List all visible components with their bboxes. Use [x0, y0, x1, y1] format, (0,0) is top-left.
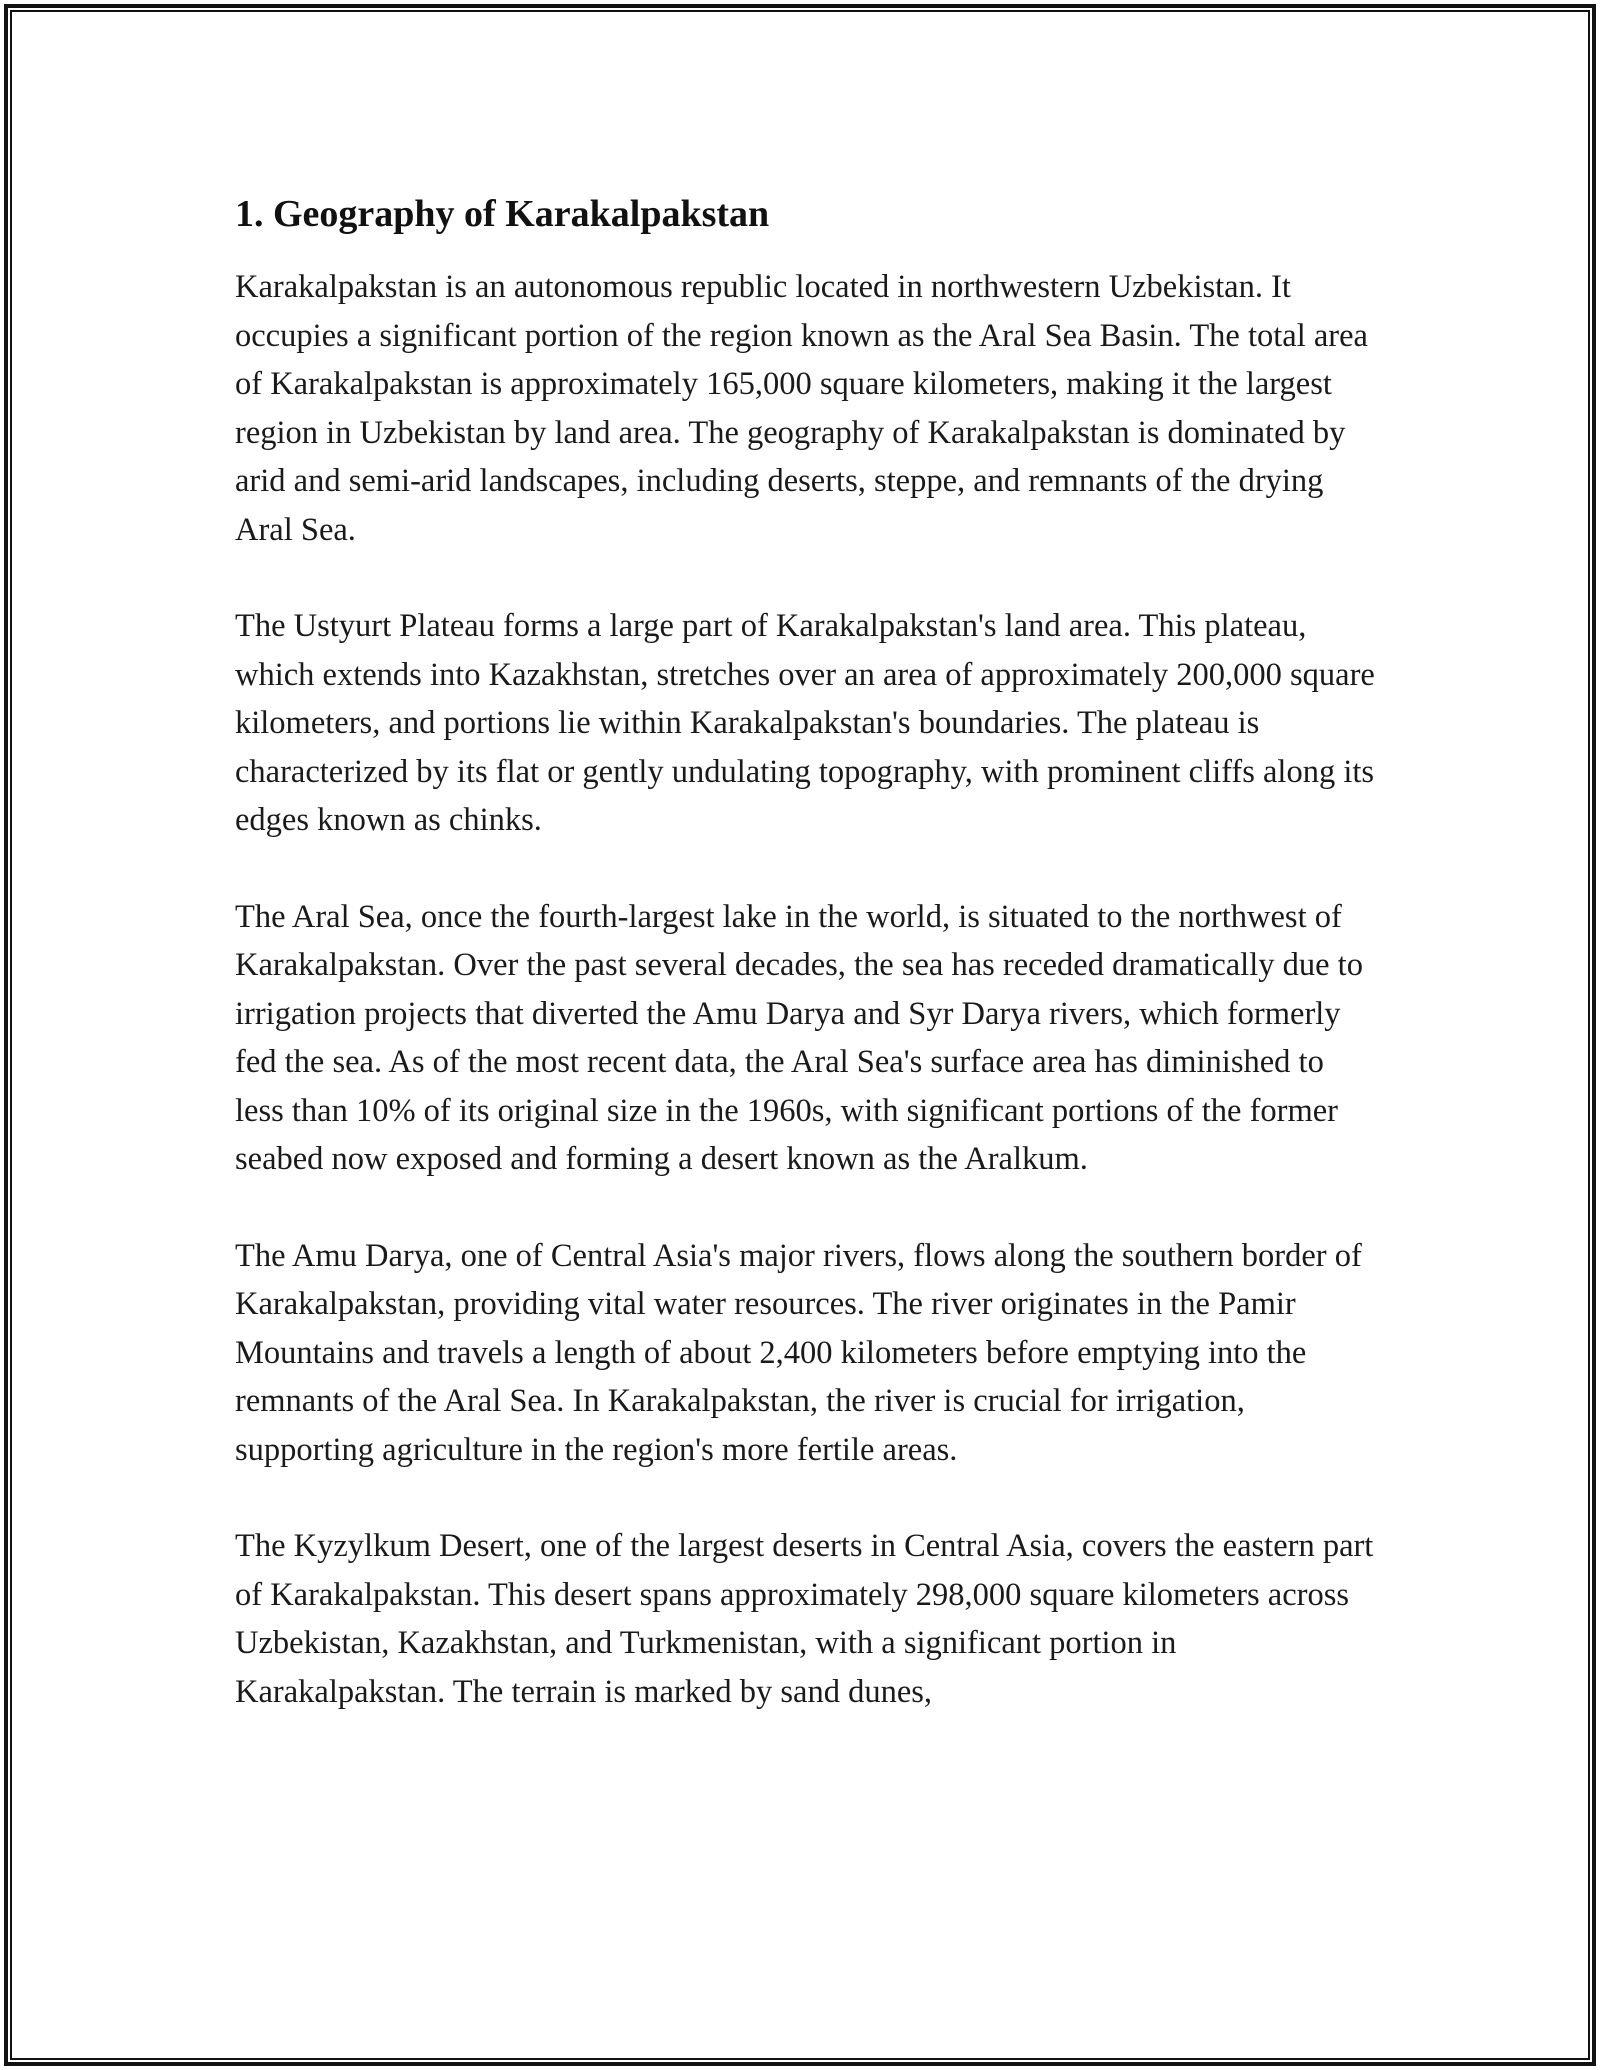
- paragraph-kyzylkum-desert: The Kyzylkum Desert, one of the largest deserts in Central Asia, covers the eastern part of Karakalpakstan. This desert spans approximately 298,000 square kilometers across Uzbekistan, Kazakhstan, and Turkmenistan, with a significant portion in Karakalpakstan. The terrain is marked by sand dunes,: [235, 1528, 1374, 1710]
- section-heading: 1. Geography of Karakalpakstan: [235, 193, 770, 235]
- paragraph-overview: Karakalpakstan is an autonomous republic located in northwestern Uzbekistan. It occupies a significant portion of the region known as the Aral Sea Basin. The total area of Karakalpakstan is approximately 165,000 square kilometers, making it the largest region in Uzbekistan by land area. The geography of Karakalpakstan is dominated by arid and semi-arid landscapes, including deserts, steppe, and remnants of the drying Aral Sea.: [235, 269, 1368, 548]
- paragraph-ustyurt-plateau: The Ustyurt Plateau forms a large part of Karakalpakstan's land area. This plateau, which extends into Kazakhstan, stretches over an area of approximately 200,000 square kilometers, and portions lie within Karakalpakstan's boundaries. The plateau is characterized by its flat or gently undulating topography, with prominent cliffs along its edges known as chinks.: [235, 608, 1375, 838]
- paragraph-amu-darya: The Amu Darya, one of Central Asia's major rivers, flows along the southern border of Karakalpakstan, providing vital water resources. The river originates in the Pamir Mountains and travels a length of about 2,400 kilometers before emptying into the remnants of the Aral Sea. In Karakalpakstan, the river is crucial for irrigation, supporting agriculture in the region's more fertile areas.: [235, 1237, 1362, 1468]
- document-body: [235, 185, 1375, 1764]
- paragraph-aral-sea: The Aral Sea, once the fourth-largest lake in the world, is situated to the northwest of Karakalpakstan. Over the past several decades, the sea has receded dramatically due to irrigation projects that diverted the Amu Darya and Syr Darya rivers, which formerly fed the sea. As of the most recent data, the Aral Sea's surface area has diminished to less than 10% of its original size in the 1960s, with significant portions of the former seabed now exposed and forming a desert known as the Aralkum.: [235, 898, 1363, 1177]
